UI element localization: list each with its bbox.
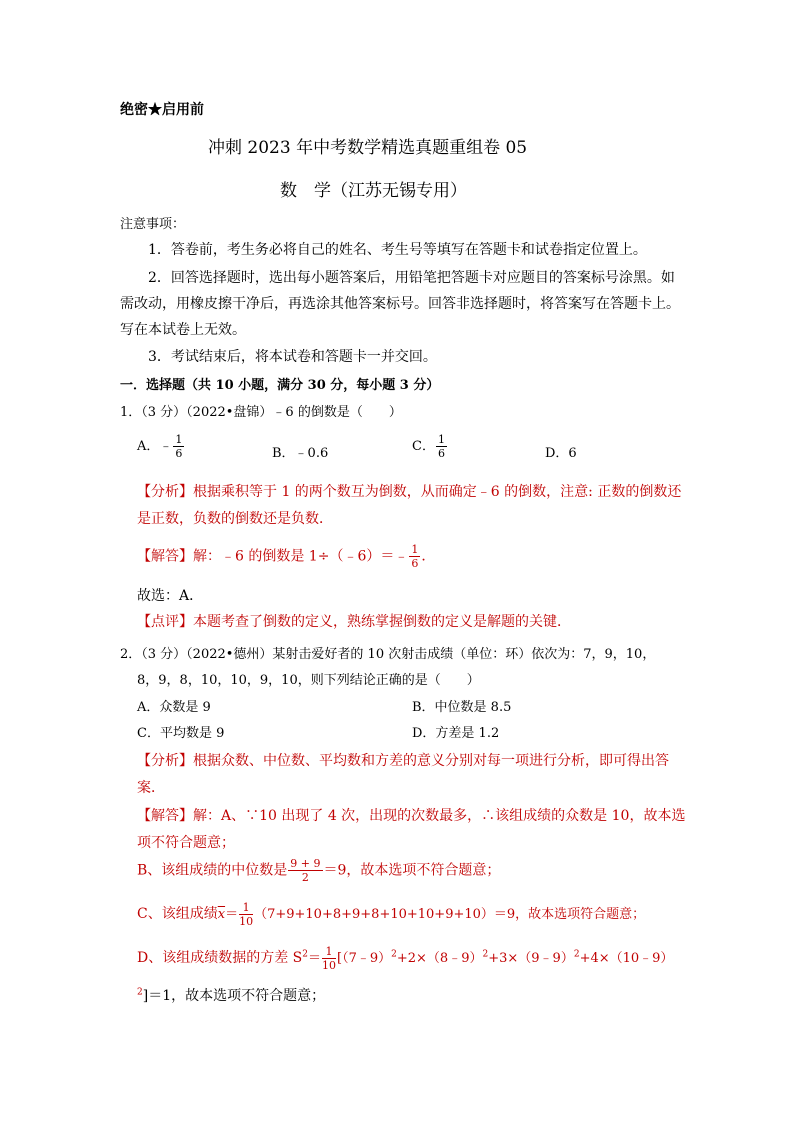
q2-d-term-1-square: 2 — [391, 949, 397, 960]
q2-option-b: B．中位数是 8.5 — [412, 700, 512, 715]
q2-c-prefix: C、该组成绩 — [137, 906, 218, 922]
q1-comment-text: 本题考查了倒数的定义，熟练掌握倒数的定义是解题的关键． — [193, 614, 571, 630]
q1-option-a-prefix: A．﹣ — [137, 439, 173, 454]
q1-answer-numerator: 1 — [411, 543, 419, 556]
q1-option-a — [137, 434, 185, 459]
q1-analysis-tag: 【分析】 — [137, 484, 193, 500]
q1-option-a-fraction — [173, 434, 184, 459]
q2-b-numerator: 9 + 9 — [290, 857, 321, 870]
q2-answer-tag: 【解答】 — [137, 808, 193, 824]
q2-analysis-line-1 — [137, 750, 669, 770]
q1-comment — [137, 611, 571, 631]
q1-option-c-fraction — [436, 434, 447, 459]
q1-analysis-line-1 — [137, 481, 681, 501]
q2-b-fraction — [288, 858, 322, 883]
notice-item-2-line-1: 2．回答选择题时，选出每小题答案后，用铅笔把答题卡对应题目的答案标号涂黑。如 — [148, 270, 675, 286]
q2-stem-line-2: 8，9，8，10，10，9，10，则下列结论正确的是（ ） — [137, 673, 480, 688]
q2-option-c: C．平均数是 9 — [137, 726, 225, 741]
q1-answer-tag: 【解答】 — [137, 548, 193, 565]
q1-option-d: D．6 — [545, 446, 577, 461]
q2-d-term-2: +2×（8﹣9） — [396, 951, 483, 966]
q2-d-term-3: +3×（9﹣9） — [488, 951, 574, 966]
q2-b-denominator: 2 — [301, 871, 309, 884]
page-title: 冲刺 2023 年中考数学精选真题重组卷 05 — [208, 138, 528, 158]
q2-option-d-explanation — [137, 946, 673, 971]
q1-option-c-prefix: C． — [412, 439, 435, 454]
q2-c-mean-symbol: $\overline{x}$ — [217, 907, 226, 922]
q2-analysis-text: 根据众数、中位数、平均数和方差的意义分别对每一项进行分析，即可得出答 — [193, 753, 669, 769]
q2-option-d: D．方差是 1.2 — [412, 726, 500, 741]
q1-option-b: B．﹣0.6 — [272, 446, 329, 461]
q2-d-line2-text: ]＝1，故本选项不符合题意； — [142, 988, 326, 1004]
q2-d-term-4: +4×（10﹣9） — [579, 951, 674, 966]
q2-option-c-explanation — [137, 902, 645, 927]
q1-answer-fraction — [409, 544, 420, 569]
q2-d-prefix: D、该组成绩数据的方差 S — [137, 950, 303, 966]
q2-c-numerator: 1 — [239, 902, 253, 915]
section-heading: 一．选择题（共 10 小题，满分 30 分，每小题 3 分） — [120, 378, 440, 393]
q2-stem-line-1: 2．（3 分）（2022•德州）某射击爱好者的 10 次射击成绩（单位：环）依次为：7，9，10， — [120, 647, 656, 662]
q2-c-equals: ＝ — [225, 907, 239, 922]
q2-c-suffix: （7+9+10+8+9+8+10+10+9+10）＝9，故本选项符合题意； — [254, 907, 646, 922]
q2-answer-text: 解：A、∵10 出现了 4 次，出现的次数最多，∴该组成绩的众数是 10，故本选 — [193, 808, 686, 824]
q1-option-a-denominator: 6 — [175, 447, 183, 460]
notice-heading: 注意事项： — [120, 217, 186, 232]
q1-answer-end: ． — [421, 548, 436, 565]
q2-b-prefix: B、该组成绩的中位数是 — [137, 862, 288, 879]
q2-c-fraction — [239, 902, 253, 927]
q2-d-term-2-square: 2 — [482, 949, 489, 960]
q2-d-denominator: 10 — [322, 959, 337, 972]
q2-b-suffix: ＝9，故本选项不符合题意； — [323, 862, 501, 879]
q2-c-denominator: 10 — [239, 915, 254, 928]
q2-d-numerator: 1 — [322, 946, 336, 959]
q2-d-term-1: [（7﹣9） — [337, 951, 392, 966]
secret-label: 绝密★启用前 — [120, 102, 204, 118]
q2-option-d-explanation-line-2 — [137, 985, 325, 1005]
q2-d-square: 2 — [302, 949, 308, 960]
q1-answer-denominator: 6 — [411, 557, 419, 570]
q1-choice: 故选：A． — [137, 588, 204, 604]
notice-item-2-line-2: 需改动，用橡皮擦干净后，再选涂其他答案标号。回答非选择题时，将答案写在答题卡上。 — [120, 296, 680, 312]
q1-stem: 1．（3 分）（2022•盘锦）﹣6 的倒数是（ ） — [120, 405, 402, 420]
notice-item-3: 3．考试结束后，将本试卷和答题卡一并交回。 — [148, 349, 437, 365]
q1-answer-text: 解：﹣6 的倒数是 1÷（﹣6）＝﹣ — [193, 548, 409, 565]
q2-d-fraction — [322, 946, 336, 971]
q2-option-b-explanation — [137, 858, 500, 883]
notice-item-1: 1．答卷前，考生务必将自己的姓名、考生号等填写在答题卡和试卷指定位置上。 — [148, 242, 647, 258]
q2-d-line2-square: 2 — [137, 987, 143, 998]
q1-option-c — [412, 434, 448, 459]
notice-item-2-line-3: 写在本试卷上无效。 — [120, 322, 246, 338]
q2-option-a: A．众数是 9 — [137, 700, 211, 715]
q2-analysis-tag: 【分析】 — [137, 753, 193, 769]
q1-analysis-line-2: 是正数，负数的倒数还是负数． — [137, 511, 333, 527]
q1-option-c-denominator: 6 — [437, 447, 445, 460]
q1-option-a-numerator: 1 — [175, 433, 183, 446]
q2-d-term-3-square: 2 — [573, 949, 580, 960]
page-subtitle: 数 学（江苏无锡专用） — [280, 181, 467, 201]
q2-analysis-line-2: 案． — [137, 780, 165, 796]
q1-comment-tag: 【点评】 — [137, 614, 193, 630]
q2-d-equals: ＝ — [308, 951, 322, 966]
q1-option-c-numerator: 1 — [437, 433, 445, 446]
q2-answer-line-2: 项不符合题意； — [137, 835, 235, 851]
q1-analysis-text: 根据乘积等于 1 的两个数互为倒数，从而确定﹣6 的倒数，注意: 正数的倒数还 — [193, 484, 682, 500]
q2-answer-line-1 — [137, 805, 685, 825]
q1-answer — [137, 544, 435, 569]
